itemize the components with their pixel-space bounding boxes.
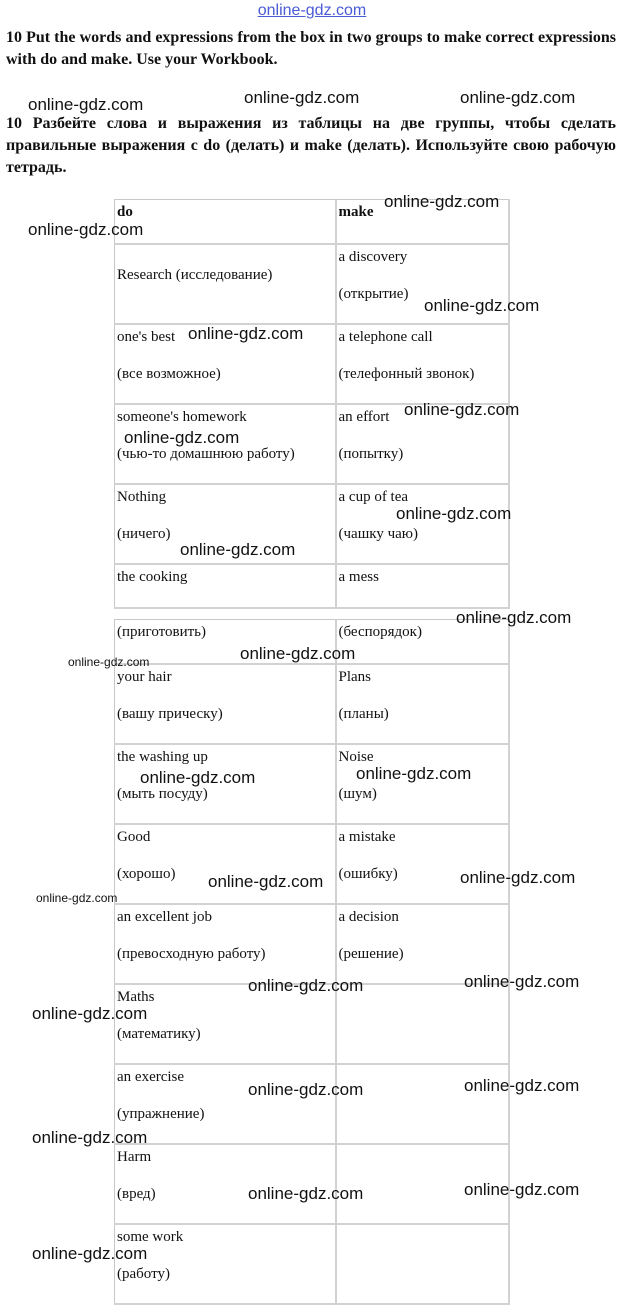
do-expression: the cooking: [117, 569, 188, 585]
site-link[interactable]: online-gdz.com: [257, 2, 367, 19]
make-cell: [336, 664, 509, 744]
table-row: [115, 484, 509, 564]
make-expression: a mess: [338, 569, 379, 585]
make-expression: a decision: [338, 908, 399, 925]
make-cell: [336, 484, 512, 564]
do-translation: (чью-то домашнюю работу): [117, 446, 295, 462]
watermark: online-gdz.com: [248, 976, 364, 995]
watermark: online-gdz.com: [32, 1128, 148, 1147]
table-row: [115, 1224, 509, 1304]
do-expression: Nothing: [117, 489, 167, 505]
watermark: online-gdz.com: [32, 1244, 148, 1263]
make-expression: Noise: [338, 748, 374, 765]
watermark: online-gdz.com: [28, 95, 144, 114]
do-expression: Good: [117, 828, 151, 845]
watermark: online-gdz.com: [28, 220, 144, 239]
watermark: online-gdz.com: [396, 504, 512, 523]
watermark: online-gdz.com: [180, 540, 296, 559]
do-translation: (вашу прическу): [117, 705, 223, 722]
do-expression: one's best: [117, 329, 176, 345]
watermark: online-gdz.com: [464, 972, 580, 991]
do-translation: (вред): [117, 1185, 156, 1202]
watermark: online-gdz.com: [460, 868, 576, 887]
watermark: online-gdz.com: [140, 768, 256, 787]
do-translation: (хорошо): [117, 865, 176, 882]
make-translation: (ошибку): [338, 865, 398, 882]
do-translation: (превосходную работу): [117, 945, 266, 962]
watermark: online-gdz.com: [404, 400, 520, 419]
do-expression: someone's homework: [117, 409, 247, 425]
watermark: online-gdz.com: [424, 296, 540, 315]
do-translation: (упражнение): [117, 1105, 205, 1122]
make-expression: a cup of tea: [338, 489, 409, 505]
column-header-make: make: [336, 200, 509, 245]
do-cell: [115, 564, 336, 608]
make-expression: a telephone call: [338, 329, 433, 345]
make-translation: (решение): [338, 945, 404, 962]
make-translation: (попытку): [338, 446, 404, 462]
do-expression: (приготовить): [117, 624, 206, 640]
do-translation: (математику): [117, 1025, 201, 1042]
make-translation: (открытие): [338, 286, 409, 302]
column-header-do: do: [115, 200, 336, 245]
do-expression: some work: [117, 1228, 184, 1245]
watermark: online-gdz.com: [248, 1080, 364, 1099]
do-translation: (работу): [117, 1265, 170, 1282]
watermark: online-gdz.com: [384, 192, 500, 211]
make-translation: (телефонный звонок): [338, 366, 475, 382]
do-expression: an exercise: [117, 1068, 185, 1085]
do-cell: [115, 664, 336, 744]
do-expression: the washing up: [117, 748, 208, 765]
table-row: [115, 324, 509, 404]
do-expression: Research (исследование): [117, 267, 273, 283]
table-row: [115, 1064, 509, 1144]
make-cell: [336, 324, 509, 404]
watermark: online-gdz.com: [208, 872, 324, 891]
watermark: online-gdz.com: [464, 1180, 580, 1199]
do-cell: [115, 244, 336, 324]
do-expression: Maths: [117, 988, 155, 1005]
do-translation: (мыть посуду): [117, 785, 208, 802]
do-cell: [115, 1064, 336, 1144]
task-instruction-english: 10 Put the words and expressions from the box in two groups to make correct expressions with do and make. Use your Workbook.: [6, 29, 616, 68]
watermark: online-gdz.com: [36, 891, 118, 905]
watermark: online-gdz.com: [244, 88, 360, 107]
do-cell: [115, 904, 336, 984]
watermark: online-gdz.com: [240, 644, 356, 663]
make-cell: [336, 824, 509, 904]
watermark: online-gdz.com: [32, 1004, 148, 1023]
make-translation: (шум): [338, 785, 377, 802]
make-expression: an effort: [338, 409, 390, 425]
watermark: online-gdz.com: [124, 428, 240, 447]
do-translation: (все возможное): [117, 366, 221, 382]
watermark: online-gdz.com: [188, 324, 304, 343]
watermark: online-gdz.com: [464, 1076, 580, 1095]
watermark: online-gdz.com: [460, 88, 576, 107]
task-instruction-russian: 10 Разбейте слова и выражения из таблицы на две группы, чтобы сделать правильные выражения с do (делать) и make (делать). Используйте свою рабочую тетрадь.: [6, 115, 616, 176]
do-expression: your hair: [117, 668, 172, 685]
make-cell: [336, 1224, 509, 1304]
make-expression: (беспорядок): [338, 624, 422, 640]
do-expression: an excellent job: [117, 908, 212, 925]
do-expression: Harm: [117, 1148, 152, 1165]
do-cell: [115, 1224, 336, 1304]
make-expression: Plans: [338, 668, 372, 685]
watermark: online-gdz.com: [68, 655, 150, 669]
watermark: online-gdz.com: [456, 608, 572, 627]
do-translation: (ничего): [117, 526, 171, 542]
make-expression: a discovery: [338, 249, 408, 265]
table-row: [115, 664, 509, 744]
watermark: online-gdz.com: [356, 764, 472, 783]
watermark: online-gdz.com: [248, 1184, 364, 1203]
make-cell: [336, 564, 509, 608]
make-translation: (чашку чаю): [338, 526, 418, 542]
make-translation: (планы): [338, 705, 389, 722]
table-row: [115, 564, 509, 608]
table-row: [115, 904, 509, 984]
make-expression: a mistake: [338, 828, 396, 845]
